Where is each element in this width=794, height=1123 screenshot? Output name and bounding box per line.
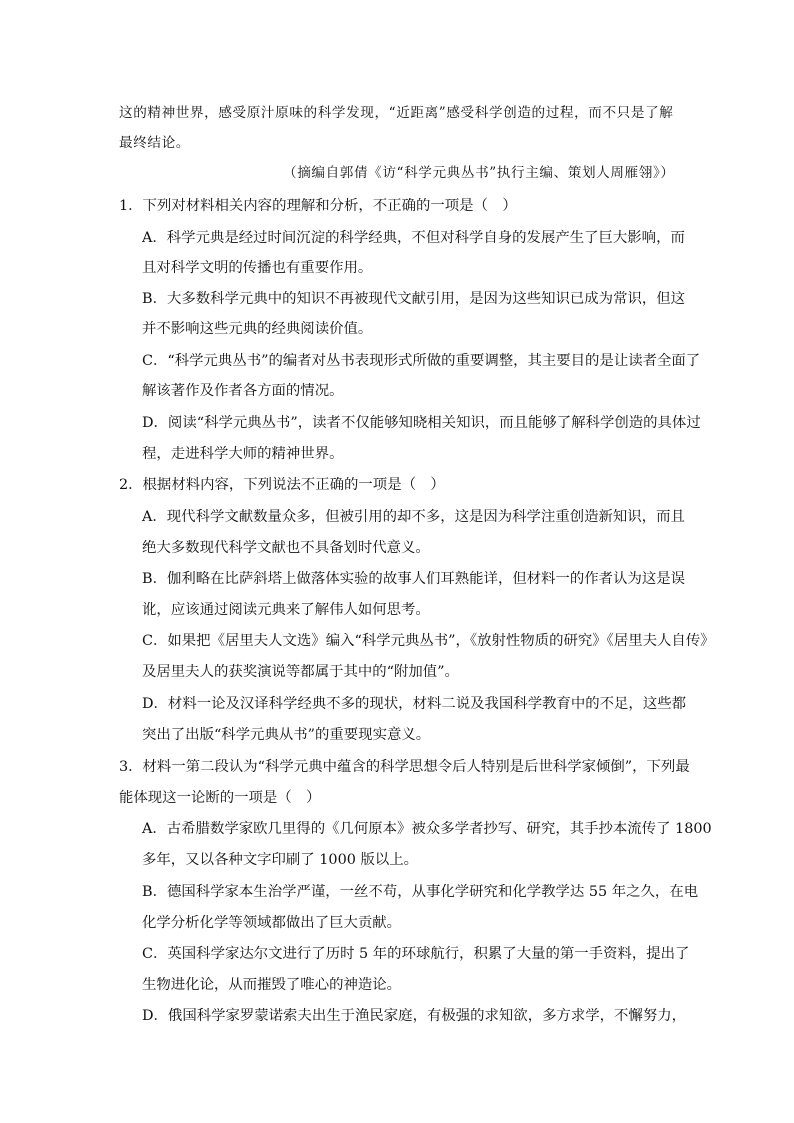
- question-1-option-b: B．大多数科学元典中的知识不再被现代文献引用，是因为这些知识已成为常识，但这: [142, 291, 686, 307]
- question-3-option-c-cont: 生物进化论，从而摧毁了唯心的神造论。: [142, 977, 402, 993]
- question-2-option-c-cont: 及居里夫人的获奖演说等都属于其中的“附加值”。: [142, 664, 459, 680]
- question-3-option-a-cont: 多年，又以各种文字印刷了 1000 版以上。: [142, 852, 419, 868]
- question-1-option-c-cont: 解该著作及作者各方面的情况。: [142, 383, 344, 399]
- question-2-option-a: A．现代科学文献数量众多，但被引用的却不多，这是因为科学注重创造新知识，而且: [142, 509, 685, 525]
- question-1-option-d-cont: 程，走进科学大师的精神世界。: [142, 446, 344, 462]
- question-2-option-d-cont: 突出了出版“科学元典从书”的重要现实意义。: [142, 727, 431, 743]
- question-3-option-c: C．英国科学家达尔文进行了历时 5 年的环球航行，积累了大量的第一手资料，提出了: [142, 946, 690, 962]
- question-3-option-d: D．俄国科学家罗蒙诺索夫出生于渔民家庭，有极强的求知欲，多方求学，不懈努力，: [142, 1008, 686, 1024]
- question-1-option-d: D．阅读“科学元典丛书”，读者不仅能够知晓相关知识，而且能够了解科学创造的具体过: [142, 415, 701, 431]
- question-3-option-b-cont: 化学分析化学等领域都做出了巨大贡献。: [142, 915, 402, 931]
- question-1-option-b-cont: 并不影响这些元典的经典阅读价值。: [142, 321, 373, 337]
- question-1-option-a-cont: 且对科学文明的传播也有重要作用。: [142, 260, 373, 276]
- intro-line-1: 这的精神世界，感受原汁原味的科学发现，“近距离”感受科学创造的过程，而不只是了解: [119, 105, 674, 121]
- question-3-stem: 3．材料一第二段认为“科学元典中蕴含的科学思想令后人特别是后世科学家倾倒”，下列最: [119, 759, 690, 775]
- question-3-option-a: A．古希腊数学家欧几里得的《几何原本》被众多学者抄写、研究，其手抄本流传了 1800: [142, 821, 712, 837]
- question-2-option-d: D．材料一论及汉译科学经典不多的现状，材料二说及我国科学教育中的不足，这些都: [142, 696, 686, 712]
- question-3-stem-cont: 能体现这一论断的一项是（ ）: [119, 790, 321, 806]
- question-1-stem: 1．下列对材料相关内容的理解和分析，不正确的一项是（ ）: [119, 198, 517, 214]
- question-1-option-a: A．科学元典是经过时间沉淀的科学经典，不但对科学自身的发展产生了巨大影响，而: [142, 230, 685, 246]
- question-2-option-c: C．如果把《居里夫人文选》编入“科学元典丛书”，《放射性物质的研究》《居里夫人自传》: [142, 633, 715, 649]
- question-2-stem: 2．根据材料内容，下列说法不正确的一项是（ ）: [119, 477, 445, 493]
- question-2-option-b: B．伽利略在比萨斜塔上做落体实验的故事人们耳熟能详，但材料一的作者认为这是误: [142, 571, 686, 587]
- question-2-option-b-cont: 讹，应该通过阅读元典来了解伟人如何思考。: [142, 602, 430, 618]
- intro-line-2: 最终结论。: [119, 135, 190, 151]
- question-1-option-c: C．“科学元典丛书”的编者对丛书表现形式所做的重要调整，其主要目的是让读者全面了: [142, 353, 701, 369]
- source-citation: （摘编自郭倩《访“科学元典丛书”执行主编、策划人周雁翎》）: [283, 165, 675, 181]
- question-3-option-b: B．德国科学家本生治学严谨，一丝不苟，从事化学研究和化学教学达 55 年之久，在电: [142, 884, 699, 900]
- question-2-option-a-cont: 绝大多数现代科学文献也不具备划时代意义。: [142, 540, 430, 556]
